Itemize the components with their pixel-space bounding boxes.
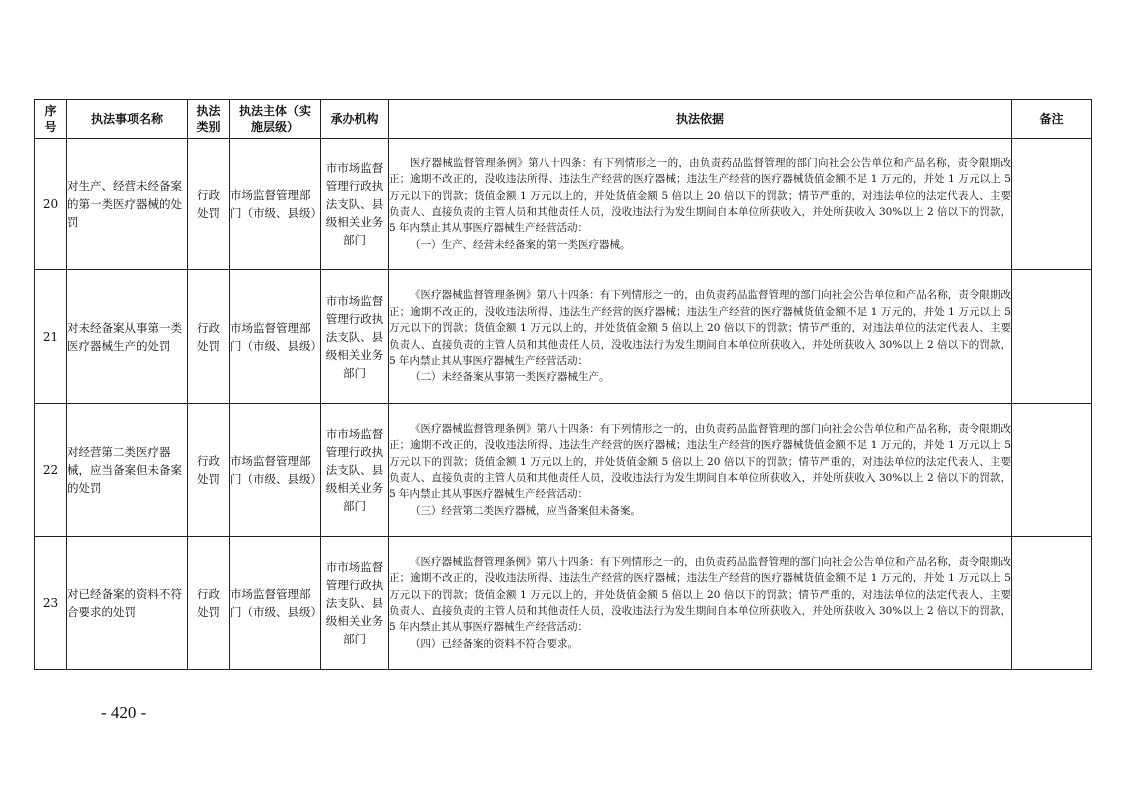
table-header-row — [35, 100, 1092, 139]
header-category: 执法类别 — [188, 100, 230, 139]
enforcement-subject: 市场监督管理部门（市级、县级） — [230, 537, 321, 670]
legal-basis-clause: （一）生产、经营未经备案的第一类医疗器械。 — [410, 238, 631, 251]
table-row — [35, 270, 1092, 404]
legal-basis — [389, 270, 1012, 404]
item-name: 对生产、经营未经备案的第一类医疗器械的处罚 — [67, 139, 188, 270]
enforcement-category: 行政处罚 — [188, 537, 230, 670]
legal-basis-clause: （二）未经备案从事第一类医疗器械生产。 — [410, 371, 610, 384]
item-name: 对未经备案从事第一类医疗器械生产的处罚 — [67, 270, 188, 404]
handling-organ: 市市场监督管理行政执法支队、县级相关业务部门 — [321, 537, 389, 670]
enforcement-items-table — [34, 99, 1092, 670]
page-number: - 420 - — [101, 703, 147, 722]
legal-basis-clause: （三）经营第二类医疗器械，应当备案但未备案。 — [410, 504, 641, 517]
enforcement-subject: 市场监督管理部门（市级、县级） — [230, 404, 321, 537]
legal-basis-clause: （四）已经备案的资料不符合要求。 — [410, 637, 578, 650]
enforcement-subject: 市场监督管理部门（市级、县级） — [230, 270, 321, 404]
legal-basis — [389, 139, 1012, 270]
legal-basis-text: 医疗器械监督管理条例》第八十四条：有下列情形之一的，由负责药品监督管理的部门向社会公告单位和产品名称，责令限期改正；逾期不改正的，没收违法所得、违法生产经营的医疗器械；违法生产经营的医疗器械货值金额不足 1 万元的，并处 1 万元以上 5 万元以下的罚款；货值金额 1 万元以上的，并处货值金额 5 倍以上 20 倍以下的罚款；情节严重的，对违法单位的法定代表人、主要负责人、直接负责的主管人员和其他责任人员，没收违法行为发生期间自本单位所获收入，并处所获收入 30%以上 2 倍以下的罚款，5 年内禁止其从事医疗器械生产经营活动： — [389, 156, 1011, 235]
note-cell — [1012, 404, 1092, 537]
handling-organ: 市市场监督管理行政执法支队、县级相关业务部门 — [321, 270, 389, 404]
row-number: 22 — [35, 404, 67, 537]
header-no: 序号 — [35, 100, 67, 139]
enforcement-subject: 市场监督管理部门（市级、县级） — [230, 139, 321, 270]
note-cell — [1012, 139, 1092, 270]
header-item-name: 执法事项名称 — [67, 100, 188, 139]
handling-organ: 市市场监督管理行政执法支队、县级相关业务部门 — [321, 139, 389, 270]
header-basis: 执法依据 — [389, 100, 1012, 139]
legal-basis — [389, 537, 1012, 670]
table-row — [35, 537, 1092, 670]
header-subject: 执法主体（实施层级） — [230, 100, 321, 139]
enforcement-category: 行政处罚 — [188, 270, 230, 404]
legal-basis-text: 《医疗器械监督管理条例》第八十四条：有下列情形之一的，由负责药品监督管理的部门向社会公告单位和产品名称，责令限期改正；逾期不改正的，没收违法所得、违法生产经营的医疗器械；违法生产经营的医疗器械货值金额不足 1 万元的，并处 1 万元以上 5 万元以下的罚款；货值金额 1 万元以上的，并处货值金额 5 倍以上 20 倍以下的罚款；情节严重的，对违法单位的法定代表人、主要负责人、直接负责的主管人员和其他责任人员，没收违法行为发生期间自本单位所获收入，并处所获收入 30%以上 2 倍以下的罚款，5 年内禁止其从事医疗器械生产经营活动： — [389, 289, 1011, 367]
enforcement-category: 行政处罚 — [188, 404, 230, 537]
legal-basis-text: 《医疗器械监督管理条例》第八十四条：有下列情形之一的，由负责药品监督管理的部门向社会公告单位和产品名称，责令限期改正；逾期不改正的，没收违法所得、违法生产经营的医疗器械；违法生产经营的医疗器械货值金额不足 1 万元的，并处 1 万元以上 5 万元以下的罚款；货值金额 1 万元以上的，并处货值金额 5 倍以上 20 倍以下的罚款；情节严重的，对违法单位的法定代表人、主要负责人、直接负责的主管人员和其他责任人员，没收违法行为发生期间自本单位所获收入，并处所获收入 30%以上 2 倍以下的罚款，5 年内禁止其从事医疗器械生产经营活动： — [389, 555, 1011, 634]
row-number: 23 — [35, 537, 67, 670]
table-row — [35, 404, 1092, 537]
legal-basis-text: 《医疗器械监督管理条例》第八十四条：有下列情形之一的，由负责药品监督管理的部门向社会公告单位和产品名称，责令限期改正；逾期不改正的，没收违法所得、违法生产经营的医疗器械；违法生产经营的医疗器械货值金额不足 1 万元的，并处 1 万元以上 5 万元以下的罚款；货值金额 1 万元以上的，并处货值金额 5 倍以上 20 倍以下的罚款；情节严重的，对违法单位的法定代表人、主要负责人、直接负责的主管人员和其他责任人员，没收违法行为发生期间自本单位所获收入，并处所获收入 30%以上 2 倍以下的罚款，5 年内禁止其从事医疗器械生产经营活动： — [389, 422, 1011, 501]
note-cell — [1012, 537, 1092, 670]
legal-basis — [389, 404, 1012, 537]
row-number: 21 — [35, 270, 67, 404]
handling-organ: 市市场监督管理行政执法支队、县级相关业务部门 — [321, 404, 389, 537]
item-name: 对已经备案的资料不符合要求的处罚 — [67, 537, 188, 670]
row-number: 20 — [35, 139, 67, 270]
enforcement-category: 行政处罚 — [188, 139, 230, 270]
note-cell — [1012, 270, 1092, 404]
item-name: 对经营第二类医疗器械，应当备案但未备案的处罚 — [67, 404, 188, 537]
header-organ: 承办机构 — [321, 100, 389, 139]
header-note: 备注 — [1012, 100, 1092, 139]
table-row — [35, 139, 1092, 270]
